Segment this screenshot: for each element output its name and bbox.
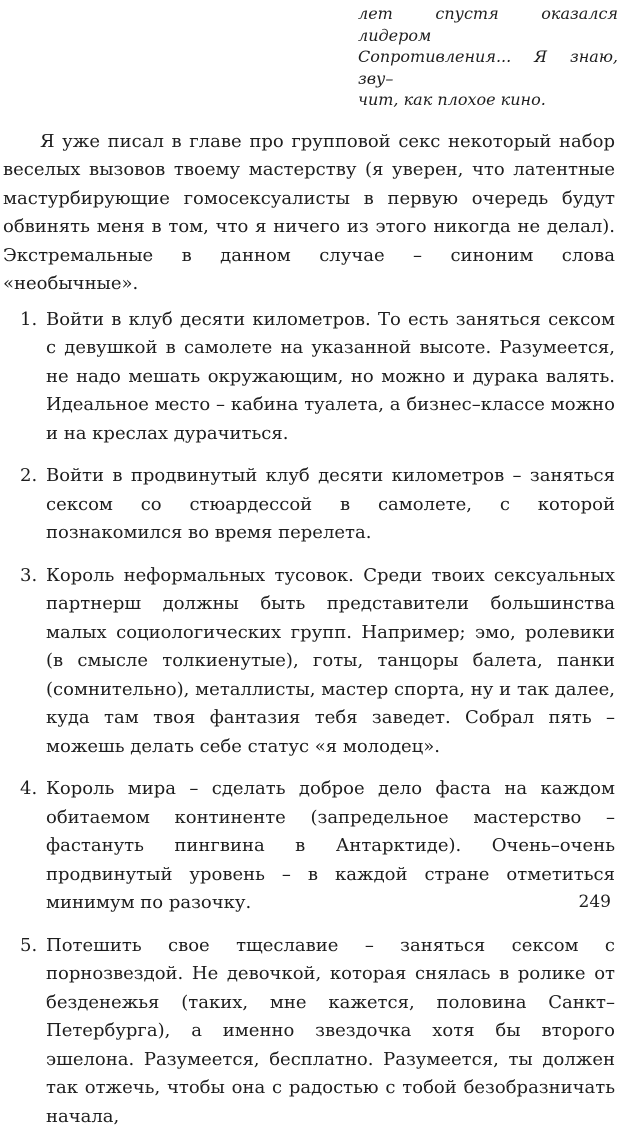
list-item-text: Король неформальных тусовок. Среди твоих сексуальных партнерш должны быть представители большинства малых социологических групп. Например; эмо, ролевики (в смысле толкиенутые), готы, танцоры балета, панки (сомнительно), металлисты, мастер спорта, ну и так далее, куда там твоя фантазия тебя заведет. Собрал пять – можешь делать себе статус «я молодец». xyxy=(46,562,615,762)
list-item-number: 3. xyxy=(20,562,37,591)
list-item-text: Потешить свое тщеславие – заняться сексом с порнозвездой. Не девочкой, которая снялась в ролике от безденежья (таких, мне кажется, половина Санкт–Петербурга), а именно звездочка хотя бы второго эшелона. Разумеется, бесплатно. Разумеется, ты должен так отжечь, чтобы она с радостью с тобой безобразничать начала, xyxy=(46,932,615,1131)
page-number: 249 xyxy=(579,892,611,912)
epigraph xyxy=(358,3,618,111)
epigraph-line: Сопротивления... Я знаю, зву– xyxy=(358,46,618,89)
list-item-number: 4. xyxy=(20,775,37,804)
list-item xyxy=(3,775,615,918)
list-item-text: Войти в продвинутый клуб десяти километров – заняться сексом со стюардессой в самолете, с которой познакомился во время перелета. xyxy=(46,462,615,548)
list-item xyxy=(3,562,615,762)
book-page xyxy=(0,3,620,919)
list-item-number: 5. xyxy=(20,932,37,961)
intro-paragraph: Я уже писал в главе про групповой секс некоторый набор веселых вызовов твоему мастерству (я уверен, что латентные мастурбирующие гомосексуалисты в первую очередь будут обвинять меня в том, что я ничего из этого никогда не делал). Экстремальные в данном случае – синоним слова «необычные». xyxy=(3,128,615,299)
challenge-list xyxy=(3,306,615,1131)
list-item-text: Король мира – сделать доброе дело фаста на каждом обитаемом континенте (запредельное мастерство – фастануть пингвина в Антарктиде). Очень–очень продвинутый уровень – в каждой стране отметиться минимум по разочку. xyxy=(46,775,615,918)
epigraph-line: лет спустя оказался лидером xyxy=(358,3,618,46)
list-item-number: 1. xyxy=(20,306,37,335)
list-item xyxy=(3,306,615,449)
list-item xyxy=(3,932,615,1131)
list-item xyxy=(3,462,615,548)
epigraph-line: чит, как плохое кино. xyxy=(358,89,618,111)
list-item-number: 2. xyxy=(20,462,37,491)
list-item-text: Войти в клуб десяти километров. То есть заняться сексом с девушкой в самолете на указанной высоте. Разумеется, не надо мешать окружающим, но можно и дурака валять. Идеальное место – кабина туалета, а бизнес–классе можно и на креслах дурачиться. xyxy=(46,306,615,449)
